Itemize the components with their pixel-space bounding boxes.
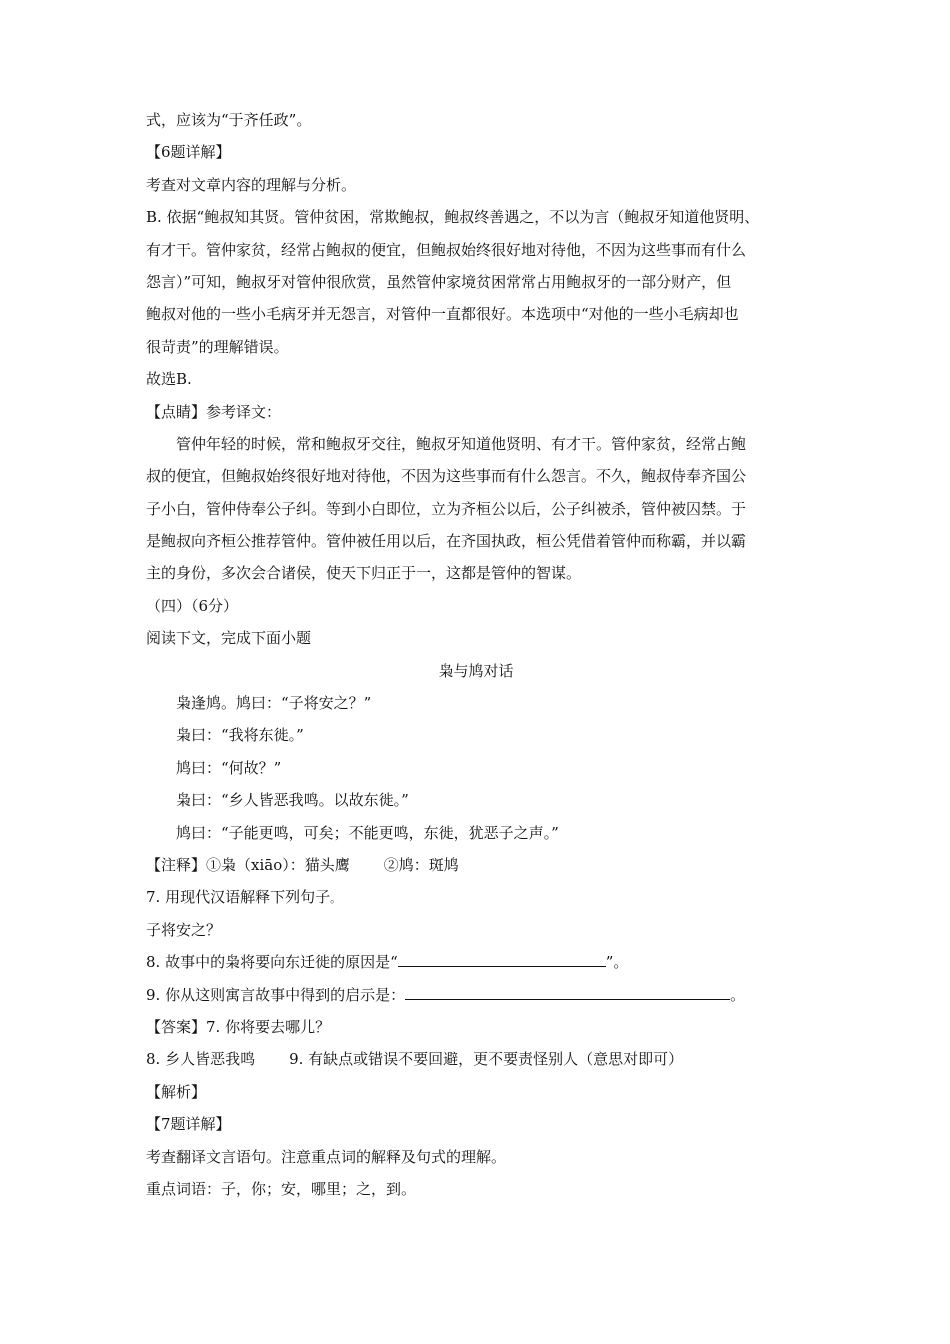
translation-line: 是鲍叔向齐桓公推荐管仲。管仲被任用以后，在齐国执政，桓公凭借着管仲而称霸，并以霸 (146, 532, 747, 551)
annotation-2: ②鸠：斑鸠 (383, 855, 459, 874)
passage-line: 鸠曰：“子能更鸣，可矣；不能更鸣，东徙，犹恶子之声。” (176, 823, 559, 842)
document-page (146, 110, 806, 1211)
section-heading: 【7题详解】 (146, 1115, 231, 1134)
passage-line: 鸠曰：“何故？” (176, 758, 282, 777)
text-line: 鲍叔对他的一些小毛病牙并无怨言，对管仲一直都很好。本选项中“对他的一些小毛病却也 (146, 305, 739, 324)
section-heading: 【6题详解】 (146, 143, 231, 162)
text-line: 考查对文章内容的理解与分析。 (146, 175, 357, 194)
translation-line: 子小白，管仲侍奉公子纠。等到小白即位，立为齐桓公以后，公子纠被杀，管仲被囚禁。于 (146, 499, 747, 518)
passage-line: 枭曰：“乡人皆恶我鸣。以故东徙。” (176, 791, 409, 810)
text-line: 很苛责”的理解错误。 (146, 337, 289, 356)
section-heading: （四）（6分） (146, 596, 239, 615)
section-heading: 【点睛】参考译文： (146, 402, 282, 421)
question-8-end: ”。 (605, 953, 629, 972)
answer-9: 9. 有缺点或错误不要回避，更不要责怪别人（意思对即可） (289, 1050, 684, 1069)
question-8-text: 8. 故事中的枭将要向东迁徙的原因是“ (146, 953, 398, 972)
answer-8: 8. 乡人皆恶我鸣 (146, 1050, 256, 1069)
text-line: 重点词语：子，你；安，哪里；之，到。 (146, 1179, 417, 1198)
text-line: 阅读下文，完成下面小题 (146, 629, 312, 648)
text-line: 有才干。管仲家贫，经常占鲍叔的便宜，但鲍叔始终很好地对待他，不因为这些事而有什么 (146, 240, 747, 259)
text-line: 故选B. (146, 370, 192, 389)
question-8 (146, 952, 806, 972)
text-line: 考查翻译文言语句。注意重点词的解释及句式的理解。 (146, 1147, 507, 1166)
question-9-text: 9. 你从这则寓言故事中得到的启示是： (146, 985, 406, 1004)
answer-blank (398, 952, 606, 967)
answer-line (146, 1049, 806, 1069)
question-9-end: 。 (730, 985, 746, 1004)
text-line: 式，应该为“于齐任政”。 (146, 111, 312, 129)
answer-blank (405, 985, 730, 1000)
translation-line: 管仲年轻的时候，常和鲍叔牙交往，鲍叔牙知道他贤明、有才干。管仲家贫，经常占鲍 (176, 434, 747, 453)
translation-line: 主的身份，多次会合诸侯，使天下归正于一，这都是管仲的智谋。 (146, 564, 582, 583)
translation-line: 叔的便宜，但鲍叔始终很好地对待他，不因为这些事而有什么怨言。不久，鲍叔侍奉齐国公 (146, 467, 747, 486)
question-7-mark: 。 (330, 892, 342, 906)
section-heading: 【解析】 (146, 1082, 207, 1101)
question-9 (146, 985, 806, 1005)
text-line: B. 依据“鲍叔知其贤。管仲贫困，常欺鲍叔，鲍叔终善遇之，不以为言（鲍叔牙知道他贤明、 (146, 208, 760, 227)
answer-line: 【答案】7. 你将要去哪儿？ (146, 1017, 331, 1036)
passage-line: 枭曰：“我将东徙。” (176, 726, 304, 745)
question-7-text: 7. 用现代汉语解释下列句子 (146, 888, 331, 907)
question-7 (146, 887, 806, 907)
text-line: 怨言）”可知，鲍叔牙对管仲很欣赏，虽然管仲家境贫困常常占用鲍叔牙的一部分财产，但 (146, 272, 732, 291)
passage-title: 枭与鸠对话 (438, 661, 514, 680)
annotation-line (146, 855, 806, 875)
question-7-sentence: 子将安之？ (146, 920, 222, 939)
passage-line: 枭逢鸠。鸠曰：“子将安之？” (176, 694, 372, 713)
annotation-1: 【注释】①枭（xiāo）：猫头鹰 (146, 855, 350, 874)
